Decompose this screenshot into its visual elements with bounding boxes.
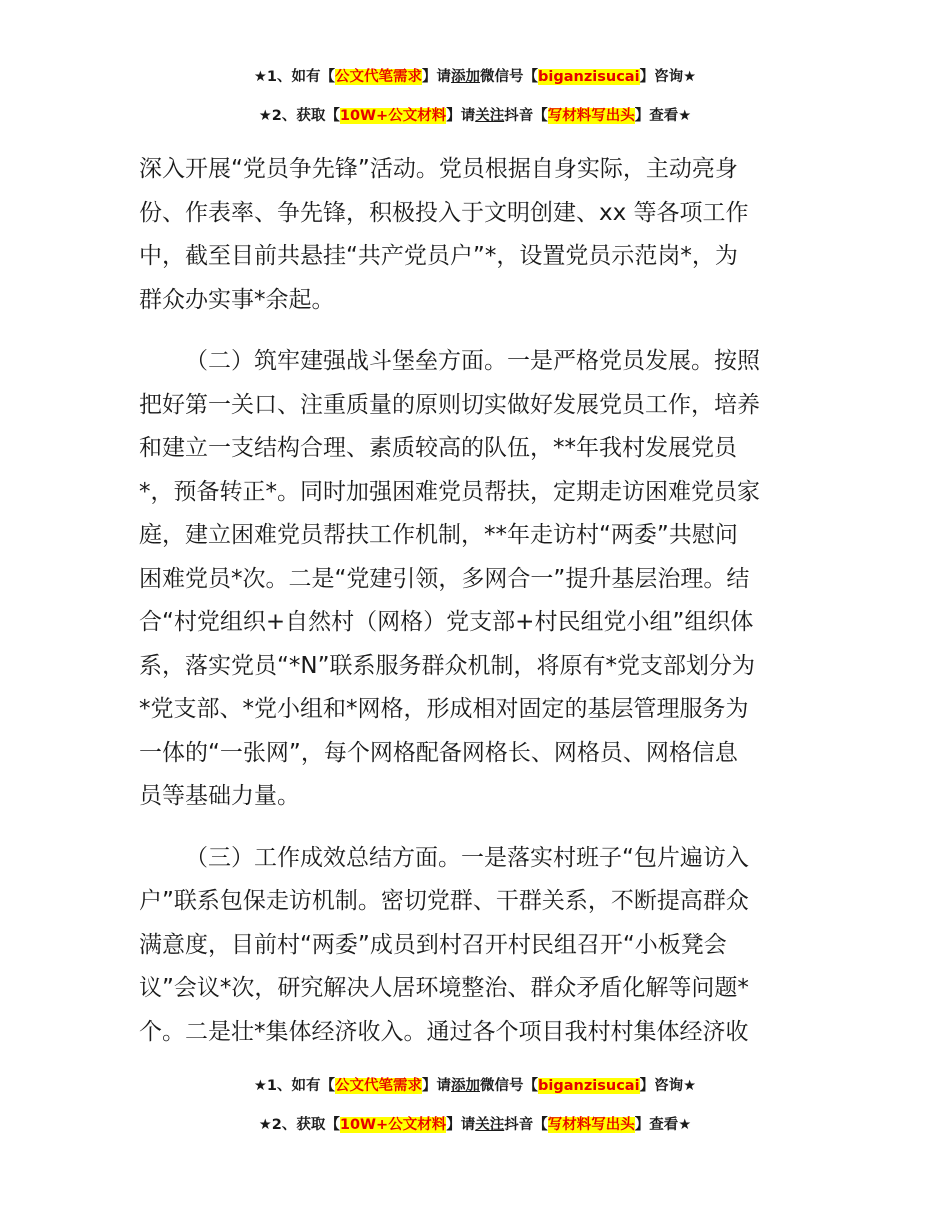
banner-bottom-line-2: ★2、获取【10W+公文材料】请关注抖音【写材料写出头】查看★ [258, 1117, 692, 1133]
paragraph-2: （二）筑牢建强战斗堡垒方面。一是严格党员发展。按照 把好第一关口、注重质量的原则切实做好发展党员工作，培养 和建立一支结构合理、素质较高的队伍，**年我村发展党员 *，预备转正*。同时加强困难党员帮扶，定期走访困难党员家 庭，建立困难党员帮扶工作机制，**年走访村“两委”共慰问 困难党员*次。二是“党建引领，多网合一”提升基层治理。结 合“村党组织+自然村（网格）党支部+村民组党小组”组织体 系，落实党员“*N”联系服务群众机制，将原有*党支部划分为 *党支部、*党小组和*网格，形成相对固定的基层管理服务为 一体的“一张网”，每个网格配备网格长、网格员、网格信息 员等基础力量。 [139, 348, 760, 809]
document-body [139, 148, 819, 1054]
paragraph-1: 深入开展“党员争先锋”活动。党员根据自身实际，主动亮身 份、作表率、争先锋，积极投入于文明创建、xx 等各项工作 中，截至目前共悬挂“共产党员户”*，设置党员示范岗*，为 群众办实事*余起。 [139, 156, 749, 313]
banner-top-line-2: ★2、获取【10W+公文材料】请关注抖音【写材料写出头】查看★ [258, 108, 692, 124]
paragraph-3: （三）工作成效总结方面。一是落实村班子“包片遍访入 户”联系包保走访机制。密切党群、干群关系，不断提高群众 满意度，目前村“两委”成员到村召开村民组召开“小板凳会 议”会议*次，研究解决人居环境整治、群众矛盾化解等问题* 个。二是壮*集体经济收入。通过各个项目我村村集体经济收 [139, 844, 749, 1045]
banner-top-line-1: ★1、如有【公文代笔需求】请添加微信号【biganzisucai】咨询★ [253, 69, 697, 85]
banner-bottom-line-1: ★1、如有【公文代笔需求】请添加微信号【biganzisucai】咨询★ [253, 1078, 697, 1094]
